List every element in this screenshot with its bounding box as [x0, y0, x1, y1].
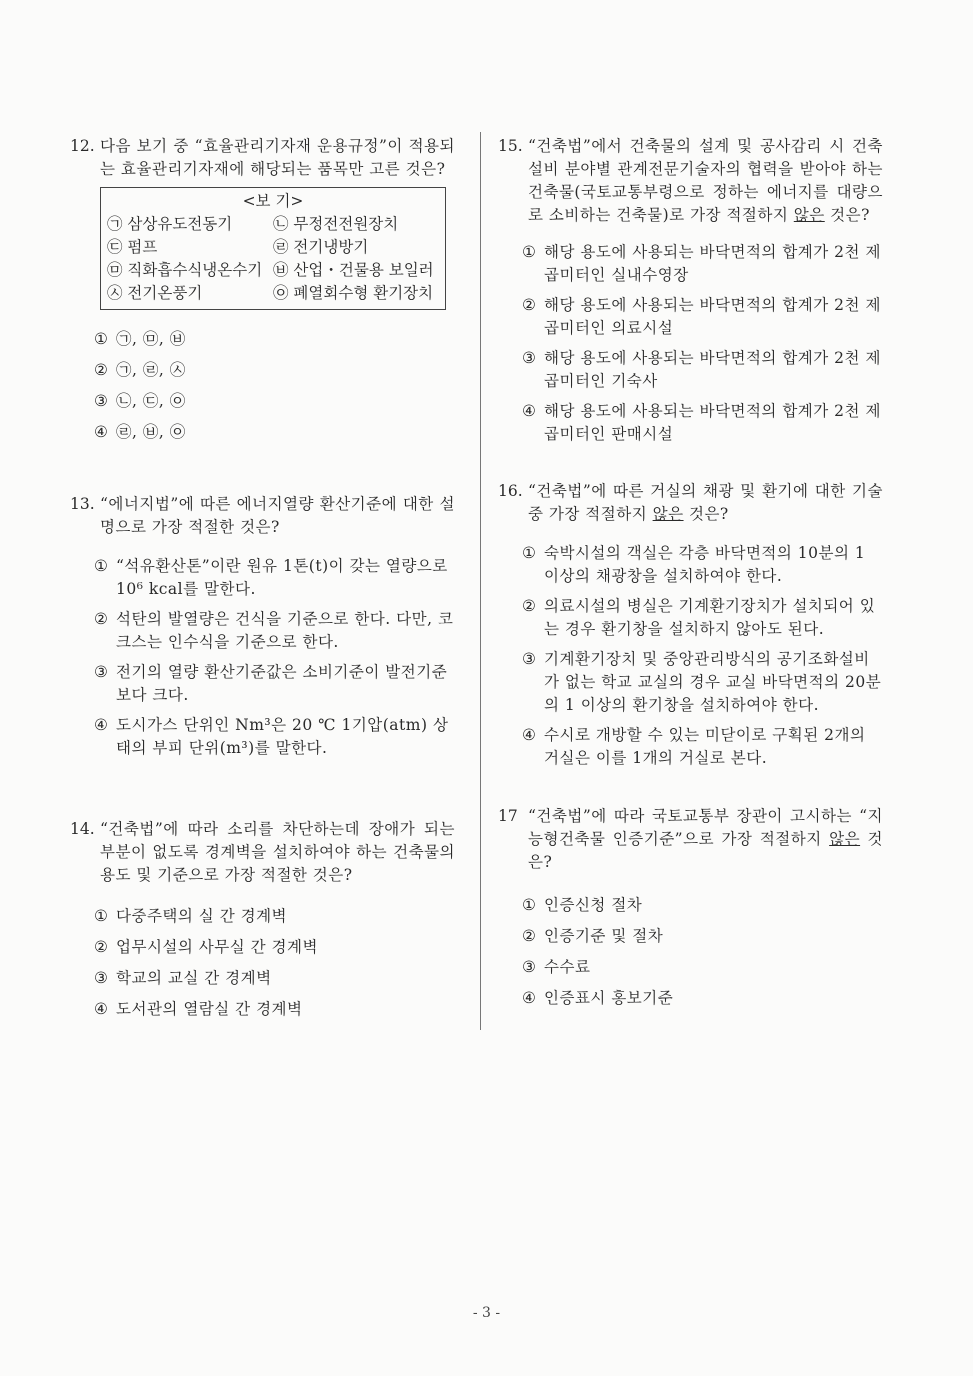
question-text: “건축법”에 따른 거실의 채광 및 환기에 대한 기술 중 가장 적절하지 않은 것은?	[528, 482, 883, 523]
option-mark: ③	[94, 969, 109, 987]
question-17	[498, 805, 883, 1010]
option-mark: ④	[94, 1000, 109, 1018]
option-3[interactable]	[94, 661, 455, 707]
option-text: ㉠, ㉤, ㉥	[116, 330, 186, 348]
box-item: ㉢ 펌프	[107, 238, 158, 256]
box-item: ㉠ 삼상유도전동기	[107, 215, 233, 233]
column-divider	[480, 132, 481, 1030]
box-title: <보 기>	[242, 192, 304, 210]
option-mark: ①	[522, 544, 537, 562]
option-2[interactable]	[522, 294, 883, 340]
box-item: ㉣ 전기냉방기	[273, 238, 369, 256]
option-text: 석탄의 발열량은 건식을 기준으로 한다. 다만, 코크스는 인수식을 기준으로 한다.	[116, 610, 454, 651]
option-4[interactable]	[522, 724, 883, 770]
option-mark: ④	[94, 423, 109, 441]
option-mark: ③	[522, 958, 537, 976]
question-text: “건축법”에서 건축물의 설계 및 공사감리 시 건축설비 분야별 관계전문기술자의 협력을 받아야 하는 건축물(국토교통부령으로 정하는 에너지를 대량으로 소비하는 건축물)로 가장 적절하지 않은 것은?	[528, 137, 883, 224]
option-mark: ②	[94, 938, 109, 956]
question-number: 15.	[498, 137, 523, 155]
option-mark: ③	[522, 650, 537, 668]
option-2[interactable]	[94, 936, 455, 959]
option-text: 인증기준 및 절차	[544, 927, 664, 945]
option-4[interactable]	[94, 421, 455, 444]
option-text: 학교의 교실 간 경계벽	[116, 969, 272, 987]
question-text: “건축법”에 따라 국토교통부 장관이 고시하는 “지능형건축물 인증기준”으로 가장 적절하지 않은 것은?	[528, 807, 883, 871]
option-mark: ②	[94, 610, 109, 628]
option-text: 해당 용도에 사용되는 바닥면적의 합계가 2천 제곱미터인 판매시설	[544, 402, 881, 443]
box-item: ㉤ 직화흡수식냉온수기	[107, 261, 263, 279]
option-text: 다중주택의 실 간 경계벽	[116, 907, 288, 925]
box-item: ㉡ 무정전전원장치	[273, 215, 399, 233]
option-4[interactable]	[94, 998, 455, 1021]
question-13	[70, 493, 455, 760]
option-mark: ④	[94, 716, 109, 734]
option-3[interactable]	[522, 956, 883, 979]
option-4[interactable]	[522, 400, 883, 446]
option-text: 업무시설의 사무실 간 경계벽	[116, 938, 318, 956]
option-2[interactable]	[94, 608, 455, 654]
option-mark: ②	[522, 927, 537, 945]
question-text: “에너지법”에 따른 에너지열량 환산기준에 대한 설명으로 가장 적절한 것은?	[100, 495, 455, 536]
option-mark: ③	[522, 349, 537, 367]
option-text: 도시가스 단위인 Nm³은 20 ℃ 1기압(atm) 상태의 부피 단위(m³)를 말한다.	[116, 716, 449, 757]
option-mark: ④	[522, 402, 537, 420]
option-text: 기계환기장치 및 중앙관리방식의 공기조화설비가 없는 학교 교실의 경우 교실 바닥면적의 20분의 1 이상의 환기창을 설치하여야 한다.	[544, 650, 882, 714]
option-text: 인증표시 홍보기준	[544, 989, 674, 1007]
underlined-word: 않은	[793, 206, 825, 224]
option-mark: ④	[522, 989, 537, 1007]
option-2[interactable]	[94, 359, 455, 382]
option-1[interactable]	[522, 894, 883, 917]
option-text: 해당 용도에 사용되는 바닥면적의 합계가 2천 제곱미터인 기숙사	[544, 349, 881, 390]
question-number: 13.	[70, 495, 95, 513]
option-text: 수수료	[544, 958, 591, 976]
option-mark: ②	[522, 296, 537, 314]
question-number: 14.	[70, 820, 95, 838]
option-mark: ③	[94, 663, 109, 681]
option-mark: ①	[94, 557, 109, 575]
question-14	[70, 818, 455, 1021]
option-2[interactable]	[522, 925, 883, 948]
option-3[interactable]	[522, 648, 883, 717]
option-mark: ④	[522, 726, 537, 744]
option-4[interactable]	[522, 987, 883, 1010]
question-number: 16.	[498, 482, 523, 500]
page-number: - 3 -	[472, 1305, 501, 1321]
option-3[interactable]	[522, 347, 883, 393]
option-text: ㉣, ㉥, ㉧	[116, 423, 186, 441]
underlined-word: 않은	[829, 830, 861, 848]
question-number: 12.	[70, 137, 95, 155]
option-text: 전기의 열량 환산기준값은 소비기준이 발전기준보다 크다.	[116, 663, 448, 704]
option-text: 해당 용도에 사용되는 바닥면적의 합계가 2천 제곱미터인 의료시설	[544, 296, 881, 337]
option-mark: ①	[94, 330, 109, 348]
option-text: 해당 용도에 사용되는 바닥면적의 합계가 2천 제곱미터인 실내수영장	[544, 243, 881, 284]
question-16	[498, 480, 883, 770]
box-item: ㉥ 산업・건물용 보일러	[273, 261, 434, 279]
box-items	[107, 213, 439, 305]
option-text: 의료시설의 병실은 기계환기장치가 설치되어 있는 경우 환기창을 설치하지 않아도 된다.	[544, 597, 876, 638]
option-mark: ②	[522, 597, 537, 615]
option-1[interactable]	[94, 555, 455, 601]
question-number: 17	[498, 807, 518, 825]
option-1[interactable]	[94, 905, 455, 928]
box-item: ㉧ 폐열회수형 환기장치	[273, 284, 434, 302]
option-text: 숙박시설의 객실은 각층 바닥면적의 10분의 1 이상의 채광창을 설치하여야 한다.	[544, 544, 866, 585]
option-2[interactable]	[522, 595, 883, 641]
option-text: 인증신청 절차	[544, 896, 643, 914]
option-mark: ①	[94, 907, 109, 925]
option-4[interactable]	[94, 714, 455, 760]
option-3[interactable]	[94, 967, 455, 990]
option-mark: ③	[94, 392, 109, 410]
option-mark: ①	[522, 896, 537, 914]
option-text: “석유환산톤”이란 원유 1톤(t)이 갖는 열량으로 10⁶ kcal를 말한다.	[116, 557, 448, 598]
option-3[interactable]	[94, 390, 455, 413]
option-1[interactable]	[522, 241, 883, 287]
option-text: ㉠, ㉣, ㉦	[116, 361, 186, 379]
option-1[interactable]	[94, 328, 455, 351]
question-15	[498, 135, 883, 446]
underlined-word: 않은	[652, 505, 684, 523]
example-box	[100, 187, 446, 310]
option-mark: ②	[94, 361, 109, 379]
option-text: 수시로 개방할 수 있는 미닫이로 구획된 2개의 거실은 이를 1개의 거실로 본다.	[544, 726, 866, 767]
question-text: 다음 보기 중 “효율관리기자재 운용규정”이 적용되는 효율관리기자재에 해당되는 품목만 고른 것은?	[100, 137, 455, 178]
question-12	[70, 135, 455, 444]
option-text: 도서관의 열람실 간 경계벽	[116, 1000, 303, 1018]
question-text: “건축법”에 따라 소리를 차단하는데 장애가 되는 부분이 없도록 경계벽을 설치하여야 하는 건축물의 용도 및 기준으로 가장 적절한 것은?	[100, 820, 455, 884]
option-mark: ①	[522, 243, 537, 261]
option-text: ㉡, ㉢, ㉧	[116, 392, 186, 410]
option-1[interactable]	[522, 542, 883, 588]
box-item: ㉦ 전기온풍기	[107, 284, 203, 302]
